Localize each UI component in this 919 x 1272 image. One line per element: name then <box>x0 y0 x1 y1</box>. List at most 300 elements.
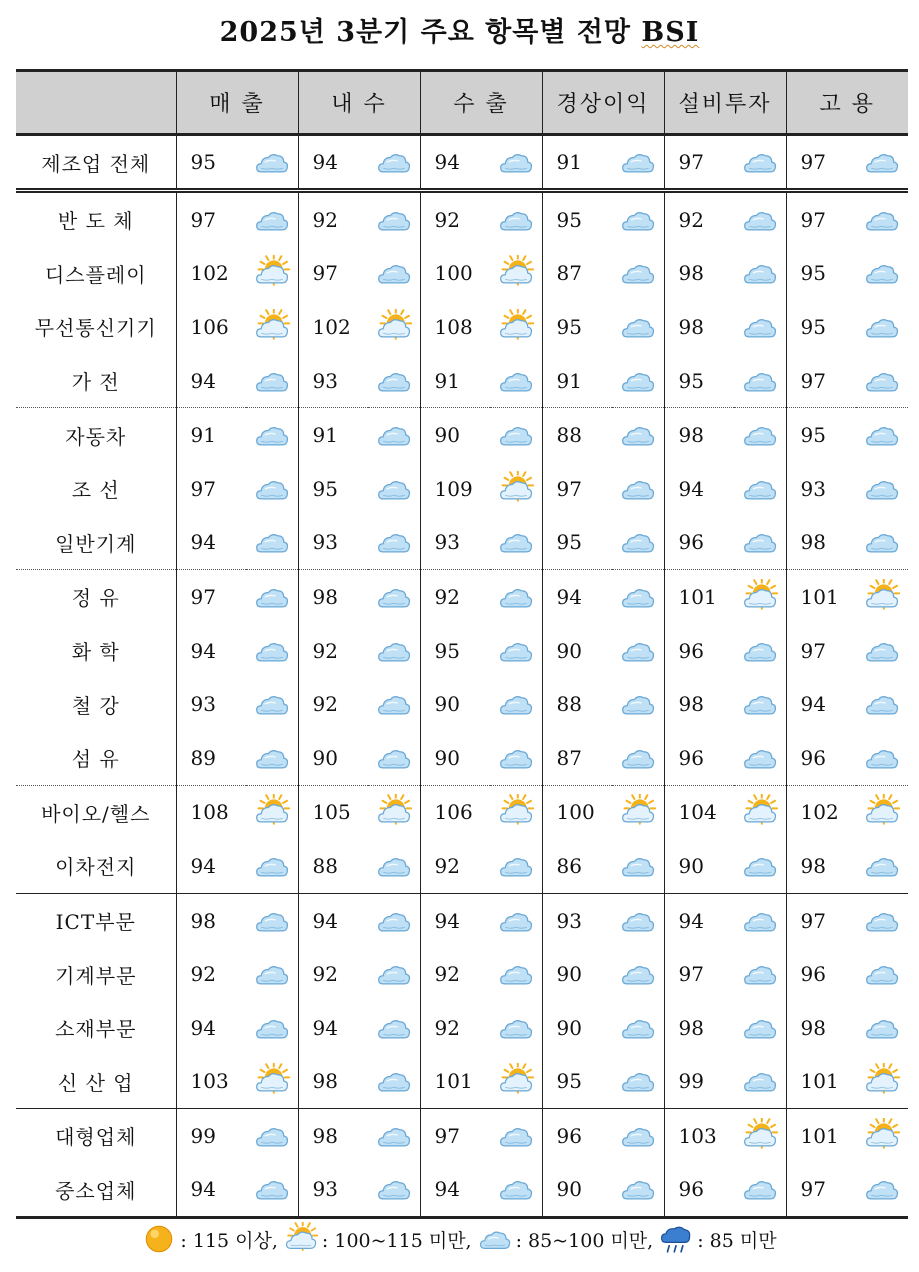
forecast-icon-cell <box>856 731 908 785</box>
partly-sunny-icon <box>498 309 534 345</box>
cloudy-icon <box>742 255 778 291</box>
legend-item <box>478 1222 654 1256</box>
value-domestic: 92 <box>298 191 368 247</box>
value-profit: 95 <box>542 516 612 570</box>
cloudy-icon <box>254 471 290 507</box>
forecast-icon-cell <box>246 1163 298 1218</box>
forecast-icon-cell <box>612 624 664 678</box>
cloudy-icon <box>498 202 534 238</box>
cloudy-icon <box>742 633 778 669</box>
sunny-icon <box>142 1222 176 1256</box>
cloudy-icon <box>742 740 778 776</box>
value-domestic: 92 <box>298 677 368 731</box>
forecast-icon-cell <box>246 731 298 785</box>
partly-sunny-icon <box>376 794 412 830</box>
forecast-icon-cell <box>246 1109 298 1163</box>
value-investment: 98 <box>664 677 734 731</box>
cloudy-icon <box>498 579 534 615</box>
forecast-icon-cell <box>246 1001 298 1055</box>
cloudy-icon <box>498 740 534 776</box>
cloudy-icon <box>498 524 534 560</box>
cloudy-icon <box>254 417 290 453</box>
cloudy-icon <box>864 524 900 560</box>
forecast-icon-cell <box>368 893 420 947</box>
cloudy-icon <box>620 903 656 939</box>
forecast-icon-cell <box>490 408 542 462</box>
legend-text: : 100~115 미만, <box>321 1229 472 1252</box>
cloudy-icon <box>376 1010 412 1046</box>
cloudy-icon <box>864 417 900 453</box>
legend-item <box>659 1222 776 1256</box>
forecast-icon-cell <box>612 300 664 354</box>
forecast-icon-cell <box>490 839 542 893</box>
forecast-icon-cell <box>856 516 908 570</box>
cloudy-icon <box>620 524 656 560</box>
value-export: 92 <box>420 191 490 247</box>
forecast-icon-cell <box>368 408 420 462</box>
forecast-icon-cell <box>612 354 664 408</box>
rainy-icon <box>659 1222 693 1256</box>
value-domestic: 94 <box>298 1001 368 1055</box>
value-domestic: 97 <box>298 247 368 301</box>
forecast-icon-cell <box>856 1109 908 1163</box>
cloudy-icon <box>620 1063 656 1099</box>
table-row <box>16 839 908 893</box>
row-label: 가 전 <box>71 370 120 395</box>
value-employment: 95 <box>786 247 856 301</box>
partly-sunny-icon <box>620 794 656 830</box>
value-sales: 91 <box>176 408 246 462</box>
row-label: 섬 유 <box>71 747 120 772</box>
value-export: 92 <box>420 839 490 893</box>
cloudy-icon <box>376 417 412 453</box>
forecast-icon-cell <box>490 247 542 301</box>
partly-sunny-icon <box>864 1063 900 1099</box>
value-employment: 97 <box>786 191 856 247</box>
table-row <box>16 135 908 191</box>
forecast-icon-cell <box>734 947 786 1001</box>
cloudy-icon <box>254 686 290 722</box>
table-row <box>16 1163 908 1218</box>
value-investment: 96 <box>664 624 734 678</box>
cloudy-icon <box>254 1171 290 1207</box>
forecast-icon-cell <box>734 1055 786 1109</box>
cloudy-icon <box>742 309 778 345</box>
value-employment: 95 <box>786 408 856 462</box>
value-domestic: 94 <box>298 135 368 191</box>
forecast-icon-cell <box>734 354 786 408</box>
cloudy-icon <box>742 848 778 884</box>
value-domestic: 94 <box>298 893 368 947</box>
row-label: 조 선 <box>71 478 120 503</box>
header-export: 수 출 <box>420 71 542 135</box>
forecast-icon-cell <box>246 516 298 570</box>
partly-sunny-icon <box>742 579 778 615</box>
cloudy-icon <box>254 1010 290 1046</box>
value-profit: 88 <box>542 677 612 731</box>
partly-sunny-icon <box>742 794 778 830</box>
value-sales: 94 <box>176 1001 246 1055</box>
value-export: 91 <box>420 354 490 408</box>
forecast-icon-cell <box>856 893 908 947</box>
cloudy-icon <box>864 740 900 776</box>
value-profit: 100 <box>542 785 612 839</box>
value-domestic: 93 <box>298 1163 368 1218</box>
table-row <box>16 1001 908 1055</box>
row-label: 일반기계 <box>55 531 137 556</box>
table-row <box>16 785 908 839</box>
forecast-icon-cell <box>856 1163 908 1218</box>
row-label: 제조업 전체 <box>41 151 151 176</box>
value-sales: 102 <box>176 247 246 301</box>
value-profit: 97 <box>542 462 612 516</box>
cloudy-icon <box>864 363 900 399</box>
forecast-icon-cell <box>368 300 420 354</box>
cloudy-icon <box>498 903 534 939</box>
value-domestic: 93 <box>298 516 368 570</box>
value-domestic: 98 <box>298 570 368 624</box>
forecast-icon-cell <box>856 1055 908 1109</box>
table-row <box>16 191 908 247</box>
value-profit: 91 <box>542 354 612 408</box>
value-sales: 94 <box>176 1163 246 1218</box>
row-label: 화 학 <box>71 640 120 665</box>
forecast-icon-cell <box>612 731 664 785</box>
value-sales: 108 <box>176 785 246 839</box>
forecast-icon-cell <box>490 462 542 516</box>
cloudy-icon <box>742 1010 778 1046</box>
value-employment: 98 <box>786 516 856 570</box>
row-label: 무선통신기기 <box>34 316 157 341</box>
cloudy-icon <box>620 579 656 615</box>
cloudy-icon <box>742 1063 778 1099</box>
value-employment: 93 <box>786 462 856 516</box>
cloudy-icon <box>498 956 534 992</box>
value-investment: 99 <box>664 1055 734 1109</box>
forecast-icon-cell <box>856 677 908 731</box>
value-export: 109 <box>420 462 490 516</box>
partly-sunny-icon <box>864 794 900 830</box>
forecast-icon-cell <box>612 1163 664 1218</box>
value-sales: 93 <box>176 677 246 731</box>
forecast-icon-cell <box>612 947 664 1001</box>
forecast-icon-cell <box>490 1109 542 1163</box>
cloudy-icon <box>254 524 290 560</box>
forecast-icon-cell <box>490 1001 542 1055</box>
header-domestic: 내 수 <box>298 71 420 135</box>
value-export: 94 <box>420 1163 490 1218</box>
cloudy-icon <box>376 956 412 992</box>
value-domestic: 93 <box>298 354 368 408</box>
value-investment: 104 <box>664 785 734 839</box>
forecast-icon-cell <box>246 1055 298 1109</box>
forecast-icon-cell <box>856 947 908 1001</box>
forecast-icon-cell <box>612 570 664 624</box>
forecast-icon-cell <box>612 785 664 839</box>
value-employment: 98 <box>786 839 856 893</box>
value-domestic: 92 <box>298 947 368 1001</box>
value-export: 90 <box>420 408 490 462</box>
forecast-icon-cell <box>368 1055 420 1109</box>
value-sales: 98 <box>176 893 246 947</box>
bsi-table <box>16 69 908 1219</box>
row-label: 소재부문 <box>55 1017 137 1042</box>
forecast-icon-cell <box>368 947 420 1001</box>
cloudy-icon <box>254 740 290 776</box>
value-domestic: 90 <box>298 731 368 785</box>
cloudy-icon <box>742 956 778 992</box>
table-row <box>16 731 908 785</box>
value-employment: 98 <box>786 1001 856 1055</box>
header-investment: 설비투자 <box>664 71 786 135</box>
value-investment: 97 <box>664 947 734 1001</box>
partly-sunny-icon <box>498 255 534 291</box>
cloudy-icon <box>376 633 412 669</box>
header-corner <box>16 71 176 135</box>
header-employment: 고 용 <box>786 71 908 135</box>
table-row <box>16 354 908 408</box>
cloudy-icon <box>742 363 778 399</box>
value-domestic: 98 <box>298 1055 368 1109</box>
value-sales: 97 <box>176 570 246 624</box>
cloudy-icon <box>376 524 412 560</box>
cloudy-icon <box>376 144 412 180</box>
value-export: 94 <box>420 135 490 191</box>
cloudy-icon <box>498 363 534 399</box>
forecast-icon-cell <box>490 947 542 1001</box>
cloudy-icon <box>620 202 656 238</box>
forecast-icon-cell <box>368 516 420 570</box>
cloudy-icon <box>620 255 656 291</box>
cloudy-icon <box>620 1118 656 1154</box>
cloudy-icon <box>254 1118 290 1154</box>
row-label: 기계부문 <box>55 963 137 988</box>
forecast-icon-cell <box>734 1163 786 1218</box>
cloudy-icon <box>376 903 412 939</box>
forecast-icon-cell <box>734 785 786 839</box>
forecast-icon-cell <box>490 731 542 785</box>
forecast-icon-cell <box>246 785 298 839</box>
value-employment: 97 <box>786 354 856 408</box>
forecast-icon-cell <box>490 893 542 947</box>
value-domestic: 98 <box>298 1109 368 1163</box>
cloudy-icon <box>742 471 778 507</box>
cloudy-icon <box>620 309 656 345</box>
value-profit: 94 <box>542 570 612 624</box>
cloudy-icon <box>376 255 412 291</box>
cloudy-icon <box>254 903 290 939</box>
value-sales: 94 <box>176 354 246 408</box>
forecast-icon-cell <box>368 677 420 731</box>
forecast-icon-cell <box>490 785 542 839</box>
partly-sunny-icon <box>284 1222 318 1256</box>
forecast-icon-cell <box>856 1001 908 1055</box>
cloudy-icon <box>498 633 534 669</box>
cloudy-icon <box>376 579 412 615</box>
legend-text: : 85 미만 <box>697 1229 777 1252</box>
forecast-icon-cell <box>612 1109 664 1163</box>
value-export: 93 <box>420 516 490 570</box>
cloudy-icon <box>742 202 778 238</box>
cloudy-icon <box>376 202 412 238</box>
cloudy-icon <box>498 1171 534 1207</box>
cloudy-icon <box>864 1171 900 1207</box>
cloudy-icon <box>864 144 900 180</box>
forecast-icon-cell <box>490 191 542 247</box>
cloudy-icon <box>742 1171 778 1207</box>
forecast-icon-cell <box>734 893 786 947</box>
table-row <box>16 516 908 570</box>
row-label: 바이오/헬스 <box>16 785 176 839</box>
cloudy-icon <box>498 1118 534 1154</box>
cloudy-icon <box>498 848 534 884</box>
forecast-icon-cell <box>246 839 298 893</box>
forecast-icon-cell <box>612 462 664 516</box>
cloudy-icon <box>376 686 412 722</box>
legend-text: : 115 이상, <box>180 1229 278 1252</box>
forecast-icon-cell <box>612 191 664 247</box>
table-row <box>16 947 908 1001</box>
table-row <box>16 677 908 731</box>
legend <box>0 1222 919 1261</box>
value-sales: 97 <box>176 191 246 247</box>
partly-sunny-icon <box>498 794 534 830</box>
forecast-icon-cell <box>734 570 786 624</box>
cloudy-icon <box>376 848 412 884</box>
value-export: 94 <box>420 893 490 947</box>
cloudy-icon <box>254 633 290 669</box>
forecast-icon-cell <box>856 300 908 354</box>
cloudy-icon <box>254 956 290 992</box>
forecast-icon-cell <box>734 731 786 785</box>
forecast-icon-cell <box>734 300 786 354</box>
forecast-icon-cell <box>734 677 786 731</box>
forecast-icon-cell <box>368 1109 420 1163</box>
forecast-icon-cell <box>246 624 298 678</box>
value-employment: 97 <box>786 893 856 947</box>
forecast-icon-cell <box>856 624 908 678</box>
value-investment: 90 <box>664 839 734 893</box>
forecast-icon-cell <box>368 191 420 247</box>
forecast-icon-cell <box>490 1163 542 1218</box>
value-employment: 97 <box>786 624 856 678</box>
value-sales: 94 <box>176 624 246 678</box>
value-export: 95 <box>420 624 490 678</box>
cloudy-icon <box>376 1063 412 1099</box>
forecast-icon-cell <box>246 677 298 731</box>
row-label: 철 강 <box>71 693 120 718</box>
forecast-icon-cell <box>612 247 664 301</box>
forecast-icon-cell <box>246 570 298 624</box>
value-domestic: 91 <box>298 408 368 462</box>
value-sales: 94 <box>176 839 246 893</box>
value-profit: 87 <box>542 247 612 301</box>
value-investment: 94 <box>664 893 734 947</box>
value-profit: 96 <box>542 1109 612 1163</box>
partly-sunny-icon <box>864 1118 900 1154</box>
forecast-icon-cell <box>490 135 542 191</box>
value-profit: 90 <box>542 624 612 678</box>
cloudy-icon <box>864 1010 900 1046</box>
forecast-icon-cell <box>856 785 908 839</box>
cloudy-icon <box>620 740 656 776</box>
legend-text: : 85~100 미만, <box>515 1229 654 1252</box>
cloudy-icon <box>498 686 534 722</box>
value-profit: 93 <box>542 893 612 947</box>
cloudy-icon <box>254 579 290 615</box>
value-domestic: 105 <box>298 785 368 839</box>
row-label: 자동차 <box>16 408 176 462</box>
value-profit: 90 <box>542 947 612 1001</box>
value-investment: 94 <box>664 462 734 516</box>
header-profit: 경상이익 <box>542 71 664 135</box>
table-body <box>16 135 908 1218</box>
table-row <box>16 570 908 624</box>
value-export: 108 <box>420 300 490 354</box>
table-row <box>16 408 908 462</box>
value-domestic: 95 <box>298 462 368 516</box>
cloudy-icon <box>498 144 534 180</box>
forecast-icon-cell <box>734 1001 786 1055</box>
forecast-icon-cell <box>368 731 420 785</box>
value-employment: 97 <box>786 135 856 191</box>
value-sales: 106 <box>176 300 246 354</box>
forecast-icon-cell <box>734 839 786 893</box>
forecast-icon-cell <box>612 1001 664 1055</box>
table-row <box>16 893 908 947</box>
cloudy-icon <box>620 633 656 669</box>
forecast-icon-cell <box>368 1001 420 1055</box>
cloudy-icon <box>864 309 900 345</box>
forecast-icon-cell <box>612 677 664 731</box>
value-profit: 87 <box>542 731 612 785</box>
cloudy-icon <box>742 686 778 722</box>
forecast-icon-cell <box>734 408 786 462</box>
cloudy-icon <box>864 255 900 291</box>
value-investment: 96 <box>664 731 734 785</box>
row-label: 이차전지 <box>55 855 137 880</box>
legend-item <box>284 1222 472 1256</box>
cloudy-icon <box>620 417 656 453</box>
table-row <box>16 1109 908 1163</box>
forecast-icon-cell <box>734 247 786 301</box>
row-label: 대형업체 <box>16 1109 176 1163</box>
forecast-icon-cell <box>246 893 298 947</box>
value-profit: 88 <box>542 408 612 462</box>
cloudy-icon <box>864 903 900 939</box>
forecast-icon-cell <box>368 1163 420 1218</box>
forecast-icon-cell <box>368 839 420 893</box>
partly-sunny-icon <box>498 1063 534 1099</box>
cloudy-icon <box>864 686 900 722</box>
value-domestic: 92 <box>298 624 368 678</box>
forecast-icon-cell <box>612 839 664 893</box>
forecast-icon-cell <box>246 300 298 354</box>
value-sales: 97 <box>176 462 246 516</box>
partly-sunny-icon <box>376 309 412 345</box>
cloudy-icon <box>376 740 412 776</box>
value-investment: 95 <box>664 354 734 408</box>
value-investment: 96 <box>664 1163 734 1218</box>
value-sales: 94 <box>176 516 246 570</box>
row-label: 중소업체 <box>16 1163 176 1218</box>
forecast-icon-cell <box>246 462 298 516</box>
value-export: 92 <box>420 570 490 624</box>
partly-sunny-icon <box>254 794 290 830</box>
forecast-icon-cell <box>368 462 420 516</box>
value-export: 90 <box>420 731 490 785</box>
forecast-icon-cell <box>368 785 420 839</box>
